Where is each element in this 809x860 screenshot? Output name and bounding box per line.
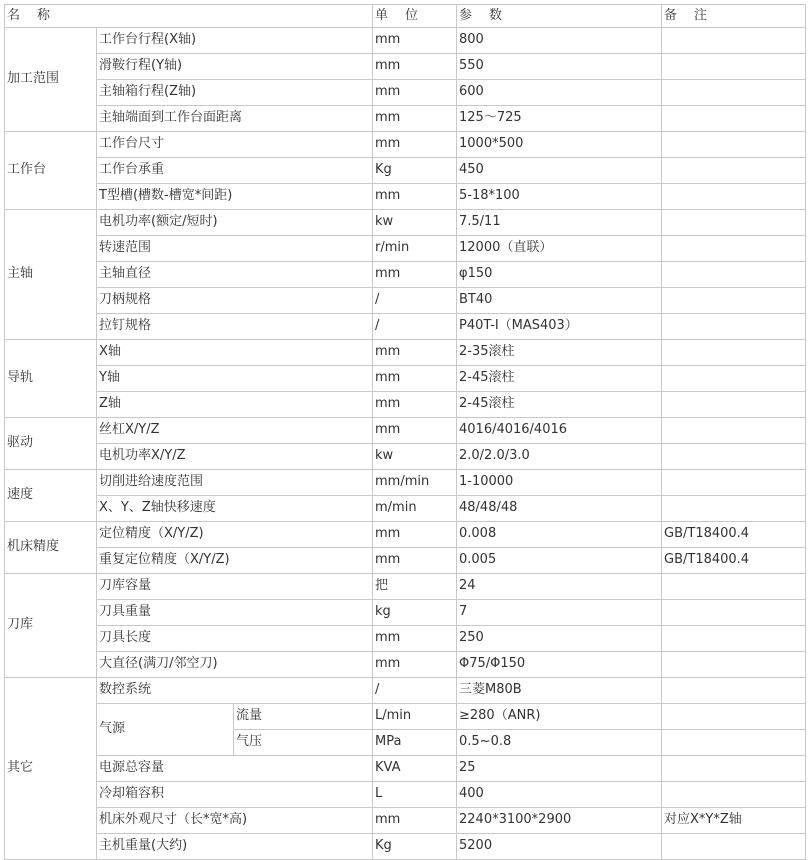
item-cell: 拉钉规格 <box>97 314 373 340</box>
unit-cell: mm <box>373 54 457 80</box>
unit-cell: / <box>373 678 457 704</box>
item-cell: 刀库容量 <box>97 574 373 600</box>
value-cell: 800 <box>457 28 662 54</box>
table-row <box>5 184 806 210</box>
note-cell <box>662 652 806 678</box>
sub-item-cell: 流量 <box>234 704 373 730</box>
unit-cell: mm <box>373 132 457 158</box>
note-cell <box>662 444 806 470</box>
table-row <box>5 366 806 392</box>
note-cell <box>662 28 806 54</box>
item-cell: X轴 <box>97 340 373 366</box>
table-row <box>5 626 806 652</box>
note-cell <box>662 80 806 106</box>
table-row <box>5 392 806 418</box>
item-cell: 重复定位精度（X/Y/Z) <box>97 548 373 574</box>
item-cell: 滑鞍行程(Y轴) <box>97 54 373 80</box>
unit-cell: r/min <box>373 236 457 262</box>
item-cell: X、Y、Z轴快移速度 <box>97 496 373 522</box>
value-cell: 400 <box>457 782 662 808</box>
note-cell <box>662 340 806 366</box>
note-cell <box>662 236 806 262</box>
item-cell: 刀具长度 <box>97 626 373 652</box>
note-cell <box>662 678 806 704</box>
note-cell <box>662 158 806 184</box>
table-row <box>5 288 806 314</box>
unit-cell: / <box>373 314 457 340</box>
note-cell <box>662 288 806 314</box>
note-cell <box>662 574 806 600</box>
note-cell <box>662 418 806 444</box>
value-cell: 4016/4016/4016 <box>457 418 662 444</box>
value-cell: 0.008 <box>457 522 662 548</box>
table-row <box>5 262 806 288</box>
table-row <box>5 548 806 574</box>
header-unit: 单 位 <box>373 5 457 28</box>
category-cell: 刀库 <box>5 574 97 678</box>
note-cell <box>662 470 806 496</box>
item-cell: 主轴端面到工作台面距离 <box>97 106 373 132</box>
table-row <box>5 756 806 782</box>
table-row <box>5 704 806 730</box>
unit-cell: mm <box>373 418 457 444</box>
value-cell: 2-35滚柱 <box>457 340 662 366</box>
value-cell: 550 <box>457 54 662 80</box>
value-cell: P40T-I（MAS403） <box>457 314 662 340</box>
unit-cell: mm <box>373 184 457 210</box>
table-row <box>5 834 806 860</box>
unit-cell: mm <box>373 522 457 548</box>
unit-cell: mm <box>373 106 457 132</box>
note-cell <box>662 314 806 340</box>
note-cell <box>662 834 806 860</box>
unit-cell: mm <box>373 652 457 678</box>
spec-table-body <box>5 5 806 860</box>
unit-cell: kw <box>373 444 457 470</box>
unit-cell: L <box>373 782 457 808</box>
value-cell: 600 <box>457 80 662 106</box>
value-cell: 48/48/48 <box>457 496 662 522</box>
table-row <box>5 314 806 340</box>
unit-cell: mm <box>373 28 457 54</box>
value-cell: 三菱M80B <box>457 678 662 704</box>
table-row <box>5 782 806 808</box>
table-row <box>5 54 806 80</box>
value-cell: 2-45滚柱 <box>457 392 662 418</box>
item-cell: Y轴 <box>97 366 373 392</box>
unit-cell: MPa <box>373 730 457 756</box>
category-cell: 导轨 <box>5 340 97 418</box>
unit-cell: Kg <box>373 158 457 184</box>
unit-cell: mm <box>373 808 457 834</box>
note-cell: 对应X*Y*Z轴 <box>662 808 806 834</box>
header-param: 参 数 <box>457 5 662 28</box>
table-row <box>5 444 806 470</box>
unit-cell: mm <box>373 80 457 106</box>
category-cell: 速度 <box>5 470 97 522</box>
spec-table <box>4 4 806 860</box>
table-row <box>5 80 806 106</box>
value-cell: 0.5~0.8 <box>457 730 662 756</box>
table-row <box>5 600 806 626</box>
item-cell: 工作台行程(X轴) <box>97 28 373 54</box>
table-row <box>5 808 806 834</box>
note-cell <box>662 730 806 756</box>
unit-cell: mm <box>373 262 457 288</box>
value-cell: 5200 <box>457 834 662 860</box>
item-cell: 电机功率X/Y/Z <box>97 444 373 470</box>
item-cell: 冷却箱容积 <box>97 782 373 808</box>
unit-cell: KVA <box>373 756 457 782</box>
unit-cell: m/min <box>373 496 457 522</box>
unit-cell: / <box>373 288 457 314</box>
item-cell: 定位精度（X/Y/Z) <box>97 522 373 548</box>
item-cell: Z轴 <box>97 392 373 418</box>
value-cell: 2-45滚柱 <box>457 366 662 392</box>
item-cell: 切削进给速度范围 <box>97 470 373 496</box>
item-cell: 气源 <box>97 704 234 756</box>
value-cell: 1-10000 <box>457 470 662 496</box>
item-cell: 电源总容量 <box>97 756 373 782</box>
unit-cell: kw <box>373 210 457 236</box>
value-cell: φ150 <box>457 262 662 288</box>
note-cell <box>662 782 806 808</box>
item-cell: 机床外观尺寸（长*宽*高) <box>97 808 373 834</box>
table-row <box>5 210 806 236</box>
category-cell: 其它 <box>5 678 97 860</box>
value-cell: 7 <box>457 600 662 626</box>
item-cell: 主轴直径 <box>97 262 373 288</box>
note-cell <box>662 496 806 522</box>
table-row <box>5 236 806 262</box>
table-row <box>5 28 806 54</box>
value-cell: 250 <box>457 626 662 652</box>
table-row <box>5 496 806 522</box>
value-cell: BT40 <box>457 288 662 314</box>
note-cell: GB/T18400.4 <box>662 548 806 574</box>
item-cell: 丝杠X/Y/Z <box>97 418 373 444</box>
value-cell: 7.5/11 <box>457 210 662 236</box>
table-row <box>5 522 806 548</box>
note-cell <box>662 132 806 158</box>
unit-cell: L/min <box>373 704 457 730</box>
note-cell <box>662 262 806 288</box>
unit-cell: mm <box>373 548 457 574</box>
table-row <box>5 652 806 678</box>
note-cell <box>662 392 806 418</box>
item-cell: 电机功率(额定/短时) <box>97 210 373 236</box>
note-cell <box>662 184 806 210</box>
note-cell <box>662 704 806 730</box>
note-cell <box>662 366 806 392</box>
value-cell: 2240*3100*2900 <box>457 808 662 834</box>
item-cell: 工作台尺寸 <box>97 132 373 158</box>
table-row <box>5 418 806 444</box>
sub-item-cell: 气压 <box>234 730 373 756</box>
item-cell: 刀柄规格 <box>97 288 373 314</box>
note-cell <box>662 210 806 236</box>
value-cell: 125～725 <box>457 106 662 132</box>
value-cell: 2.0/2.0/3.0 <box>457 444 662 470</box>
note-cell <box>662 106 806 132</box>
table-row <box>5 132 806 158</box>
unit-cell: kg <box>373 600 457 626</box>
value-cell: 1000*500 <box>457 132 662 158</box>
note-cell <box>662 54 806 80</box>
category-cell: 驱动 <box>5 418 97 470</box>
value-cell: 5-18*100 <box>457 184 662 210</box>
item-cell: 工作台承重 <box>97 158 373 184</box>
header-note: 备 注 <box>662 5 806 28</box>
category-cell: 工作台 <box>5 132 97 210</box>
item-cell: 转速范围 <box>97 236 373 262</box>
value-cell: Φ75/Φ150 <box>457 652 662 678</box>
header-row <box>5 5 806 28</box>
note-cell <box>662 626 806 652</box>
note-cell <box>662 756 806 782</box>
table-row <box>5 106 806 132</box>
item-cell: T型槽(槽数-槽宽*间距) <box>97 184 373 210</box>
unit-cell: mm <box>373 392 457 418</box>
table-row <box>5 158 806 184</box>
category-cell: 主轴 <box>5 210 97 340</box>
table-row <box>5 678 806 704</box>
note-cell: GB/T18400.4 <box>662 522 806 548</box>
unit-cell: mm <box>373 626 457 652</box>
unit-cell: 把 <box>373 574 457 600</box>
value-cell: 24 <box>457 574 662 600</box>
header-name: 名 称 <box>5 5 373 28</box>
item-cell: 数控系统 <box>97 678 373 704</box>
item-cell: 主轴箱行程(Z轴) <box>97 80 373 106</box>
note-cell <box>662 600 806 626</box>
table-row <box>5 574 806 600</box>
item-cell: 大直径(满刀/邻空刀) <box>97 652 373 678</box>
unit-cell: mm <box>373 366 457 392</box>
unit-cell: mm/min <box>373 470 457 496</box>
category-cell: 加工范围 <box>5 28 97 132</box>
item-cell: 刀具重量 <box>97 600 373 626</box>
value-cell: 12000（直联） <box>457 236 662 262</box>
value-cell: ≥280（ANR) <box>457 704 662 730</box>
unit-cell: Kg <box>373 834 457 860</box>
item-cell: 主机重量(大约) <box>97 834 373 860</box>
table-row <box>5 340 806 366</box>
unit-cell: mm <box>373 340 457 366</box>
category-cell: 机床精度 <box>5 522 97 574</box>
value-cell: 450 <box>457 158 662 184</box>
value-cell: 25 <box>457 756 662 782</box>
table-row <box>5 470 806 496</box>
value-cell: 0.005 <box>457 548 662 574</box>
